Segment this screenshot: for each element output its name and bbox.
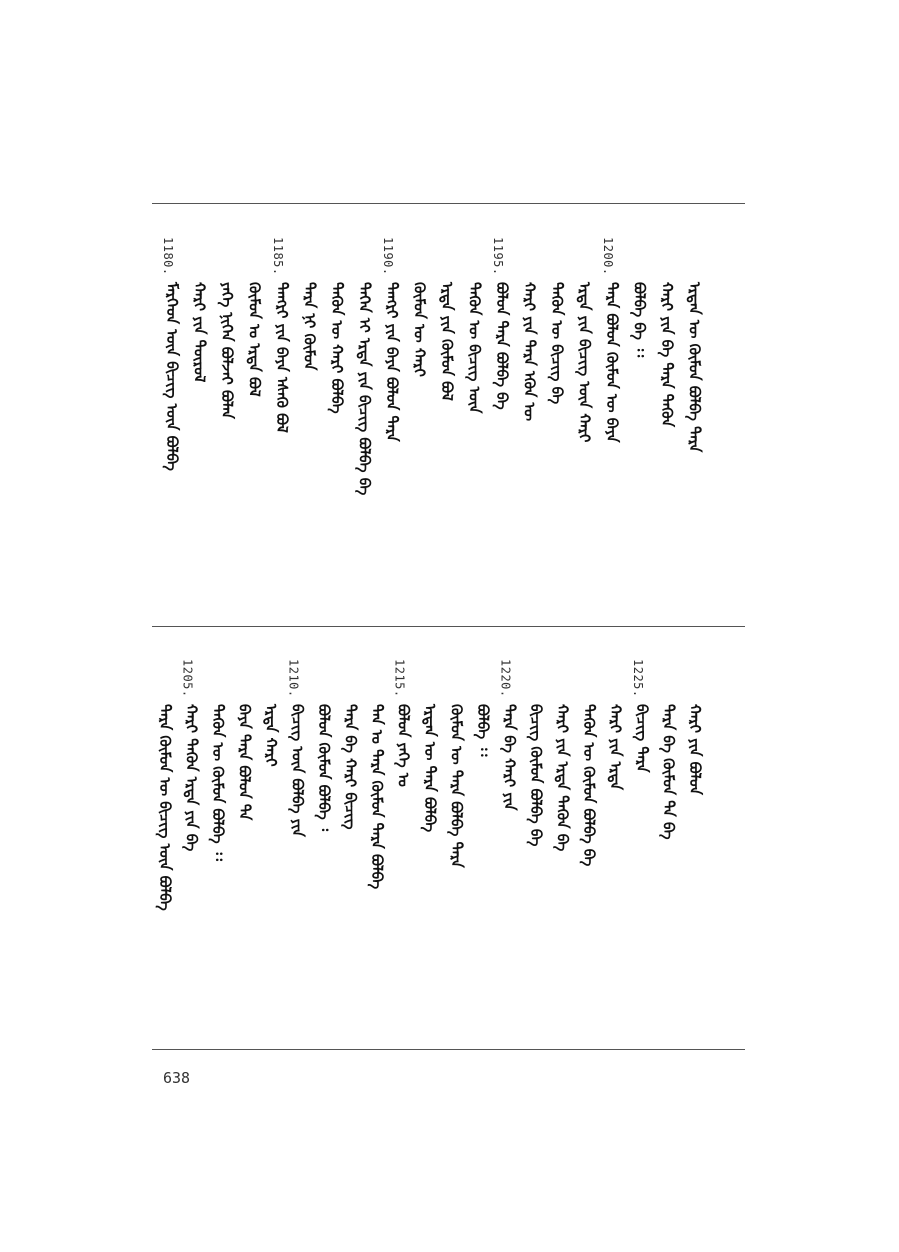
mongolian-verse-line: ᠲᠡᠭᠡᠨ ᠢ ᠡᠷᠲᠡ ᠶᠢᠨ ᠪᠢᠴᠢᠭ᠌ ᠪᠣᠯᠪᠠ ᠪᠡ: [355, 282, 374, 496]
mongolian-verse-line: ᠲᠡᠷᠡ ᠪᠡ ᠬᠠᠷᠢ ᠪᠢᠴᠢᠭ᠌: [341, 704, 360, 830]
mongolian-verse-line: ᠲᠡᠨ ᠤ ᠲᠡᠷᠡ ᠬᠦᠮᠦᠨ ᠲᠡᠷᠡ ᠪᠣᠯᠪᠠ: [368, 704, 386, 890]
mongolian-verse-line: ᠪᠣᠯᠤᠨ ᠬᠦᠮᠦᠨ ᠪᠣᠯᠪᠠ ᠄: [315, 704, 333, 832]
top-divider: [152, 203, 745, 204]
line-number: 1220.: [498, 659, 513, 698]
line-number: 1190.: [381, 237, 395, 276]
mongolian-verse-line: ᠶᠡᠬᠡ ᠨᠢᠭᠡᠨ ᠪᠣᠯᠵᠠᠢ ᠪᠣᠯᠠᠨ: [218, 282, 236, 419]
mongolian-verse-line: ᠬᠠᠷᠢ ᠶᠢᠨ ᠲᠦᠷᠦᠯ: [190, 282, 209, 383]
line-number: 1200.: [601, 237, 615, 276]
mongolian-verse-line: ᠬᠦᠮᠦᠨ ᠦ ᠬᠠᠷᠢ: [410, 282, 429, 377]
mongolian-verse-line: ᠲᠡᠨᠭᠷᠢ ᠶᠢᠨ ᠪᠡᠶᠡ ᠪᠣᠯᠤᠨ ᠲᠡᠷᠡ: [383, 282, 401, 442]
mongolian-verse-line: ᠲᠡᠭᠦᠨ ᠦ ᠬᠦᠮᠦᠨ ᠪᠣᠯᠪᠠ ᠪᠡ: [580, 704, 598, 867]
line-number: 1215.: [392, 659, 407, 698]
mongolian-verse-line: ᠡᠷᠲᠡ ᠶᠢᠨ ᠬᠦᠮᠦᠨ ᠪᠣᠯ: [438, 282, 456, 401]
mongolian-verse-line: ᠲᠡᠭᠦᠨ ᠦ ᠬᠠᠷᠢ ᠪᠣᠯᠪᠠ: [328, 282, 346, 414]
mongolian-verse-line: ᠪᠡᠶᠡ ᠲᠡᠷᠡ ᠪᠣᠯᠤᠨ ᠲᠡ: [235, 704, 254, 821]
mongolian-verse-line: ᠲᠡᠷᠡ ᠪᠡ ᠬᠠᠷᠢ ᠶᠢᠨ: [500, 704, 519, 811]
line-number: 1205.: [180, 659, 195, 698]
mongolian-verse-line: ᠬᠠᠷᠢ ᠶᠢᠨ ᠪᠣᠯᠤᠨ: [686, 704, 704, 795]
mongolian-verse-line: ᠮᠡᠷᠭᠡᠳ ᠦᠨ ᠪᠢᠴᠢᠭ᠌ ᠦᠨ ᠪᠣᠯᠪᠠ: [163, 282, 181, 471]
mongolian-verse-line: ᠡᠷᠲᠡ ᠶᠢᠨ ᠪᠢᠴᠢᠭ᠌ ᠦᠨ ᠬᠠᠷᠢ: [575, 282, 594, 443]
line-number: 1225.: [631, 659, 645, 698]
mongolian-verse-line: ᠲᠡᠷᠡ ᠪᠡ ᠬᠦᠮᠦᠨ ᠲᠡ ᠪᠡ: [659, 704, 678, 840]
page-number: 638: [163, 1069, 191, 1087]
mongolian-verse-line: ᠡᠷᠲᠡᠨ ᠦ ᠬᠦᠮᠦᠨ ᠪᠣᠯᠪᠠ ᠲᠡᠷᠡ: [685, 282, 704, 453]
line-number: 1195.: [491, 237, 505, 276]
mongolian-verse-line: ᠪᠣᠯᠤᠨ ᠶᠡᠬᠡ ᠤ: [394, 704, 413, 787]
mongolian-verse-line: ᠲᠡᠭᠦᠨ ᠦ ᠬᠦᠮᠦᠨ ᠪᠣᠯᠪᠠ ᠄᠄: [209, 704, 227, 861]
line-number: 1180.: [161, 237, 175, 276]
mongolian-verse-line: ᠲᠡᠷᠡ ᠬᠦᠮᠦᠨ ᠦ ᠪᠢᠴᠢᠭ᠌ ᠦᠨ ᠪᠣᠯᠪᠠ: [156, 704, 174, 911]
line-number: 1210.: [286, 659, 301, 698]
mongolian-verse-line: ᠪᠣᠯᠪᠠ ᠪᠡ ᠄᠄: [630, 282, 649, 358]
mongolian-verse-line: ᠪᠣᠯᠪᠠ ᠄᠄: [474, 704, 492, 757]
mongolian-verse-line: ᠬᠠᠷᠢ ᠲᠡᠭᠦᠨ ᠡᠷᠲᠡ ᠶᠢᠨ ᠪᠡ: [182, 704, 201, 852]
mongolian-verse-line: ᠡᠷᠲᠡ ᠬᠠᠷᠢ: [262, 704, 280, 767]
mongolian-verse-line: ᠬᠦᠮᠦᠨ ᠦ ᠲᠡᠷᠡ ᠪᠣᠯᠪᠠ ᠲᠡᠷᠡ: [447, 704, 466, 868]
mongolian-verse-line: ᠬᠠᠷᠢ ᠶᠢᠨ ᠲᠡᠷᠡ ᠡᠭᠦᠨ ᠦ: [520, 282, 539, 422]
mongolian-verse-line: ᠪᠣᠯᠤᠨ ᠲᠡᠷᠡ ᠪᠣᠯᠪᠠ ᠪᠡ: [493, 282, 511, 410]
mongolian-verse-line: ᠲᠡᠭᠦᠨ ᠦ ᠪᠢᠴᠢᠭ᠌ ᠦᠨ: [465, 282, 484, 414]
mongolian-verse-line: ᠪᠢᠴᠢᠭ᠌ ᠦᠨ ᠪᠣᠯᠪᠠ ᠶᠢᠨ: [288, 704, 307, 837]
mongolian-verse-line: ᠬᠦᠮᠦᠨ ᠤ ᠡᠷᠲᠡ ᠪᠣᠯ: [245, 282, 264, 397]
mongolian-verse-line: ᠬᠠᠷᠢ ᠶᠢᠨ ᠡᠷᠲᠡ: [606, 704, 625, 790]
line-number: 1185.: [271, 237, 285, 276]
mongolian-verse-line: ᠪᠢᠴᠢᠭ᠌ ᠬᠦᠮᠦᠨ ᠪᠣᠯᠪᠠ ᠪᠡ: [527, 704, 545, 847]
mongolian-verse-line: ᠬᠠᠷᠢ ᠶᠢᠨ ᠡᠷᠲᠡ ᠲᠡᠭᠦᠨ ᠪᠡ: [553, 704, 572, 852]
mongolian-verse-line: ᠲᠡᠨᠭᠷᠢ ᠶᠢᠨ ᠪᠡᠶᠡ ᠡᠰᠡᠬᠦ ᠪᠣᠯ: [273, 282, 291, 433]
mongolian-verse-line: ᠪᠢᠴᠢᠭ᠌ ᠲᠡᠷᠡ: [633, 704, 651, 773]
middle-divider: [152, 626, 745, 627]
mongolian-verse-line: ᠲᠡᠭᠦᠨ ᠦ ᠪᠢᠴᠢᠭ᠌ ᠪᠡ: [548, 282, 566, 405]
mongolian-verse-line: ᠬᠠᠷᠢ ᠶᠢᠨ ᠪᠡ ᠲᠡᠷᠡ ᠲᠡᠭᠦᠨ: [658, 282, 676, 427]
mongolian-verse-line: ᠡᠷᠲᠡᠨ ᠦ ᠲᠡᠷᠡ ᠪᠣᠯᠪᠠ: [421, 704, 439, 833]
bottom-divider: [152, 1049, 745, 1050]
mongolian-verse-line: ᠲᠡᠷᠡ ᠨᠢ ᠬᠦᠮᠦᠨ: [300, 282, 319, 371]
mongolian-verse-line: ᠲᠡᠷᠡ ᠪᠣᠯᠤᠨ ᠬᠦᠮᠦᠨ ᠦ ᠪᠡᠶᠡ: [603, 282, 621, 443]
